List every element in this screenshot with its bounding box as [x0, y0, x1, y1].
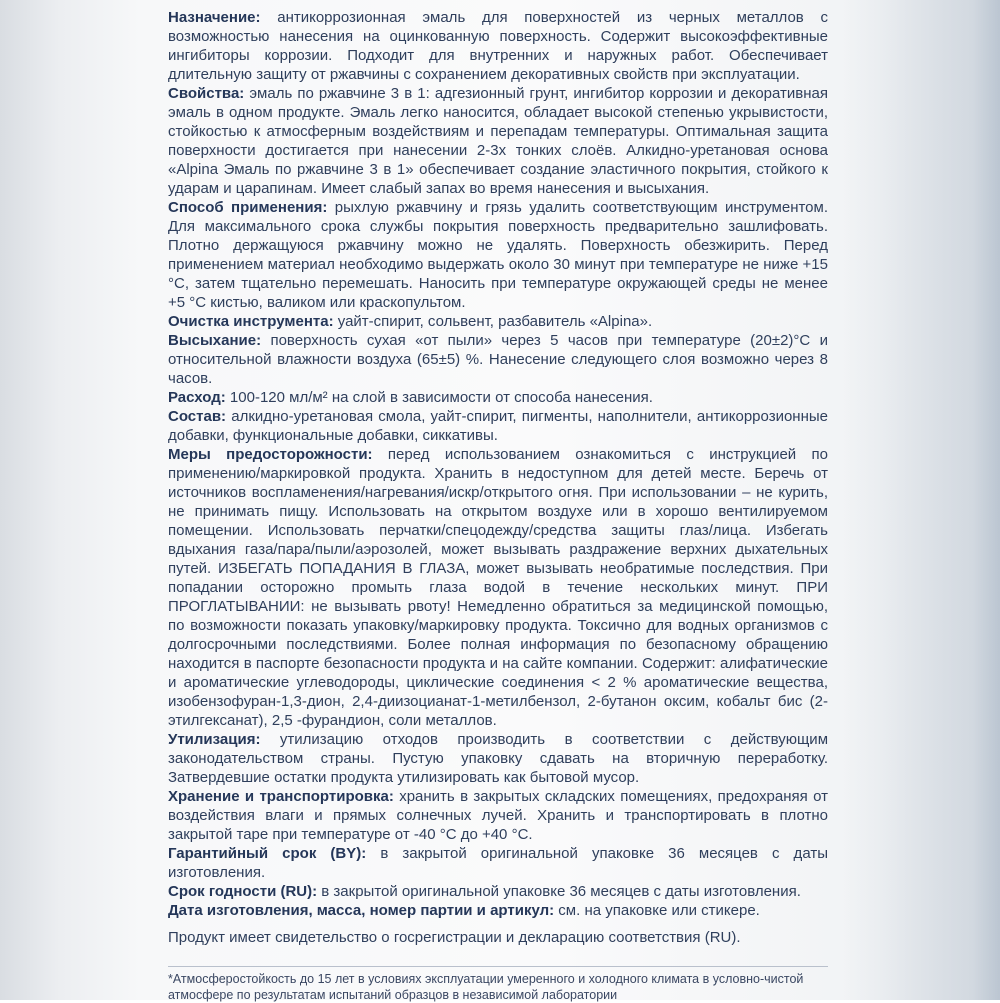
section-heading: Очистка инструмента: — [168, 313, 334, 330]
section-heading: Свойства: — [168, 85, 245, 102]
section-properties — [168, 84, 828, 198]
section-body: 100-120 мл/м² на слой в зависимости от способа нанесения. — [225, 389, 653, 406]
label-edge-shadow — [842, 0, 1000, 1000]
section-body: алкидно-уретановая смола, уайт-спирит, пигменты, наполнители, антикоррозионные добавки, функциональные добавки, сиккативы. — [168, 408, 828, 444]
section-body: поверхность сухая «от пыли» через 5 часов при температуре (20±2)°С и относительной влажности воздуха (65±5) %. Нанесение следующего слоя возможно через 8 часов. — [168, 332, 828, 387]
label-text-block — [168, 8, 828, 947]
section-body: перед использованием ознакомиться с инструкцией по применению/маркировкой продукта. Хранить в недоступном для детей месте. Беречь от источников воспламенения/нагревания/искр/открытого огня. При использовании – не курить, не принимать пищу. Использовать на открытом воздухе или в хорошо вентилируемом помещении. Использовать перчатки/спецодежду/средства защиты глаз/лица. Избегать вдыхания газа/пара/пыли/аэрозолей, может вызывать раздражение верхних дыхательных путей. ИЗБЕГАТЬ ПОПАДАНИЯ В ГЛАЗА, может вызывать необратимые последствия. При попадании осторожно промыть глаза водой в течение нескольких минут. ПРИ ПРОГЛАТЫВАНИИ: не вызывать рвоту! Немедленно обратиться за медицинской помощью, по возможности показать упаковку/маркировку продукта. Токсично для водных организмов с долгосрочными последствиями. Более полная информация по безопасному обращению находится в паспорте безопасности продукта и на сайте компании. Содержит: алифатические и ароматические углеводороды, циклические соединения < 2 % ароматические вещества, изобензофуран-1,3-дион, 2,4-диизоцианат-1-метилбензол, 2-бутанон оксим, кобальт бис (2-этилгексанат), 2,5 -фурандион, соли металлов. — [168, 446, 828, 729]
section-body: эмаль по ржавчине 3 в 1: адгезионный грунт, ингибитор коррозии и декоративная эмаль в одном продукте. Эмаль легко наносится, обладает высокой степенью укрывистости, стойкостью к атмосферным воздействиям и перепадам температуры. Оптимальная защита поверхности достигается при нанесении 2-3х тонких слоёв. Алкидно-уретановая основа «Alpina Эмаль по ржавчине 3 в 1» обеспечивает создание эластичного покрытия, стойкого к ударам и царапинам. Имеет слабый запах во время нанесения и высыхания. — [168, 85, 828, 197]
footnote: *Атмосферостойкость до 15 лет в условиях эксплуатации умеренного и холодного климата в условно-чистой атмосфере по результатам испытаний образцов в независимой лаборатории — [168, 966, 828, 1003]
section-drying — [168, 331, 828, 388]
section-heading: Гарантийный срок (BY): — [168, 845, 367, 862]
section-body: в закрытой оригинальной упаковке 36 месяцев с даты изготовления. — [317, 883, 801, 900]
section-body: см. на упаковке или стикере. — [554, 902, 760, 919]
section-heading: Расход: — [168, 389, 226, 406]
section-batch-info — [168, 901, 828, 920]
section-heading: Меры предосторожности: — [168, 446, 373, 463]
section-body: в закрытой оригинальной упаковке 36 месяцев с даты изготовления. — [168, 845, 828, 881]
section-body: уайт-спирит, сольвент, разбавитель «Alpina». — [333, 313, 653, 330]
section-heading: Срок годности (RU): — [168, 883, 318, 900]
section-body: утилизацию отходов производить в соответствии с действующим законодательством страны. Пустую упаковку сдавать на вторичную переработку. Затвердевшие остатки продукта утилизировать как бытовой мусор. — [168, 731, 828, 786]
section-storage — [168, 787, 828, 844]
section-body: антикоррозионная эмаль для поверхностей из черных металлов с возможностью нанесения на оцинкованную поверхность. Содержит высокоэффективные ингибиторы коррозии. Подходит для внутренних и наружных работ. Обеспечивает длительную защиту от ржавчины с сохранением декоративных свойств при эксплуатации. — [168, 9, 828, 83]
section-precautions — [168, 445, 828, 730]
section-heading: Высыхание: — [168, 332, 262, 349]
section-warranty — [168, 844, 828, 882]
section-shelf-life — [168, 882, 828, 901]
section-heading: Дата изготовления, масса, номер партии и артикул: — [168, 902, 555, 919]
section-heading: Состав: — [168, 408, 227, 425]
section-heading: Хранение и транспортировка: — [168, 788, 394, 805]
section-body: хранить в закрытых складских помещениях, предохраняя от воздействия влаги и прямых солнечных лучей. Хранить и транспортировать в плотно закрытой таре при температуре от -40 °С до +40 °С. — [168, 788, 828, 843]
certification-note: Продукт имеет свидетельство о госрегистрации и декларацию соответствия (RU). — [168, 929, 741, 946]
section-purpose — [168, 8, 828, 84]
section-disposal — [168, 730, 828, 787]
section-composition — [168, 407, 828, 445]
section-consumption — [168, 388, 828, 407]
section-heading: Утилизация: — [168, 731, 261, 748]
section-application — [168, 198, 828, 312]
section-heading: Назначение: — [168, 9, 261, 26]
section-heading: Способ применения: — [168, 199, 328, 216]
section-tool-cleaning — [168, 312, 828, 331]
section-body: рыхлую ржавчину и грязь удалить соответствующим инструментом. Для максимального срока службы покрытия поверхность предварительно зашлифовать. Плотно держащуюся ржавчину можно не удалять. Поверхность обезжирить. Перед применением материал необходимо выдержать около 30 минут при температуре не ниже +15 °С, затем тщательно перемешать. Наносить при температуре окружающей среды не менее +5 °С кистью, валиком или краскопультом. — [168, 199, 829, 311]
